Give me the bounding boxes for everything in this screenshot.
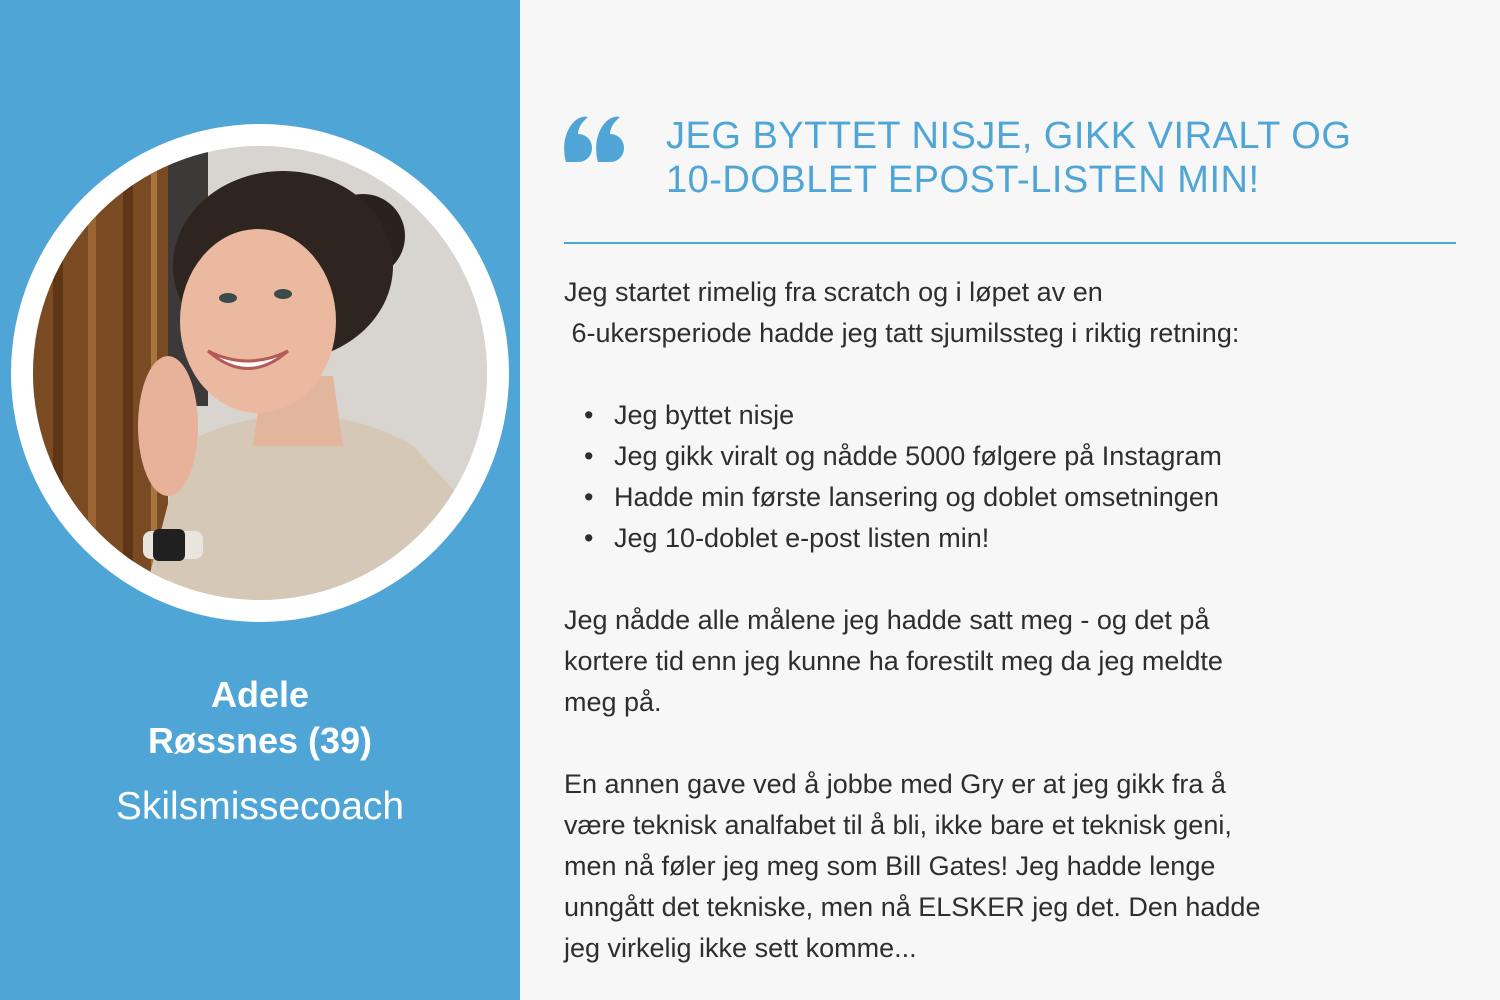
paragraph-line: En annen gave ved å jobbe med Gry er at jeg gikk fra å [564, 769, 1226, 799]
paragraph-line: Jeg nådde alle målene jeg hadde satt meg - og det på [564, 605, 1210, 635]
paragraph-line: meg på. [564, 687, 662, 717]
testimonial-headline [666, 114, 1466, 202]
list-item: • Jeg byttet nisje [614, 395, 1464, 436]
intro-line-2: 6-ukersperiode hadde jeg tatt sjumilssteg i riktig retning: [564, 318, 1240, 348]
achievement-list [564, 395, 1464, 559]
spacer [564, 354, 1464, 395]
headline-line-1: JEG BYTTET NISJE, GIKK VIRALT OG [666, 115, 1352, 157]
results-paragraph [564, 600, 1464, 723]
list-item: • Jeg 10-doblet e-post listen min! [614, 518, 1464, 559]
quote-icon [562, 108, 628, 168]
paragraph-line: unngått det tekniske, men nå ELSKER jeg det. Den hadde [564, 892, 1261, 922]
person-last-name-age: Røssnes (39) [147, 720, 373, 761]
person-name [0, 672, 520, 764]
gift-paragraph [564, 764, 1464, 969]
avatar-photo [33, 146, 487, 600]
spacer [564, 723, 1464, 764]
spacer [564, 559, 1464, 600]
avatar [33, 146, 487, 600]
intro-paragraph [564, 272, 1464, 354]
avatar-frame [11, 124, 509, 622]
person-first-name: Adele [210, 674, 310, 715]
paragraph-line: være teknisk analfabet til å bli, ikke bare et teknisk geni, [564, 810, 1232, 840]
testimonial-body [564, 272, 1464, 969]
intro-line-1: Jeg startet rimelig fra scratch og i løpet av en [564, 277, 1103, 307]
headline-line-2: 10-DOBLET EPOST-LISTEN MIN! [666, 159, 1260, 201]
list-item: • Jeg gikk viralt og nådde 5000 følgere på Instagram [614, 436, 1464, 477]
divider [564, 242, 1456, 244]
list-item: • Hadde min første lansering og doblet omsetningen [614, 477, 1464, 518]
paragraph-line: jeg virkelig ikke sett komme... [564, 933, 917, 963]
person-role: Skilsmissecoach [115, 785, 405, 828]
profile-panel [0, 0, 520, 1000]
paragraph-line: kortere tid enn jeg kunne ha forestilt meg da jeg meldte [564, 646, 1223, 676]
paragraph-line: men nå føler jeg meg som Bill Gates! Jeg hadde lenge [564, 851, 1216, 881]
